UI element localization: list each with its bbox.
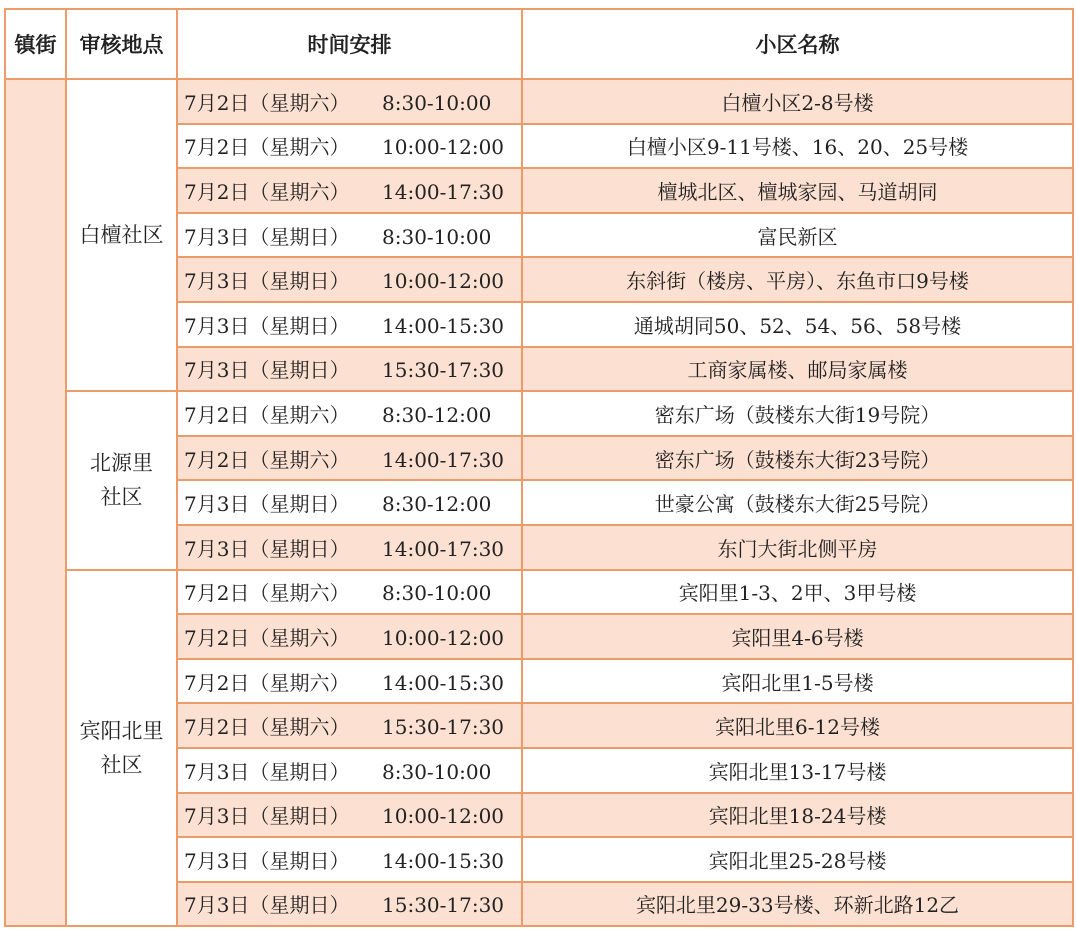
date-text: 7月3日（星期日） [184, 893, 350, 918]
time-range-text: 14:00-15:30 [382, 313, 505, 338]
date-text: 7月2日（星期六） [184, 447, 350, 472]
date-text: 7月2日（星期六） [184, 90, 350, 115]
community-name-cell: 世豪公寓（鼓楼东大街25号院） [522, 480, 1073, 525]
community-name-cell: 白檀小区2-8号楼 [522, 79, 1073, 124]
table-row [5, 570, 1073, 615]
time-range-text: 10:00-12:00 [382, 269, 505, 294]
time-cell [177, 436, 522, 481]
time-range-text: 10:00-12:00 [382, 804, 505, 829]
time-range-text: 15:30-17:30 [382, 358, 505, 383]
community-name-cell: 宾阳北里25-28号楼 [522, 837, 1073, 882]
site-name-line: 宾阳北里 [79, 718, 164, 743]
community-name-cell: 宾阳北里13-17号楼 [522, 748, 1073, 793]
time-range-text: 8:30-10:00 [382, 224, 492, 249]
community-name-cell: 通城胡同50、52、54、56、58号楼 [522, 302, 1073, 347]
time-range-text: 14:00-17:30 [382, 179, 505, 204]
community-name-cell: 东斜街（楼房、平房）、东鱼市口9号楼 [522, 257, 1073, 302]
time-range-text: 10:00-12:00 [382, 625, 505, 650]
time-range-text: 8:30-10:00 [382, 759, 492, 784]
table-body [5, 79, 1073, 926]
time-cell [177, 837, 522, 882]
community-name-cell: 宾阳北里1-5号楼 [522, 659, 1073, 704]
community-name-cell: 工商家属楼、邮局家属楼 [522, 347, 1073, 392]
community-name-cell: 宾阳北里29-33号楼、环新北路12乙 [522, 882, 1073, 927]
date-text: 7月2日（星期六） [184, 135, 350, 160]
time-cell [177, 391, 522, 436]
time-cell [177, 168, 522, 213]
time-cell [177, 124, 522, 169]
community-name-cell: 东门大街北侧平房 [522, 525, 1073, 570]
time-range-text: 14:00-17:30 [382, 447, 505, 472]
town-cell [5, 79, 66, 926]
time-cell [177, 525, 522, 570]
time-cell [177, 480, 522, 525]
time-cell [177, 347, 522, 392]
header-site: 审核地点 [66, 9, 177, 79]
time-cell [177, 302, 522, 347]
date-text: 7月3日（星期日） [184, 358, 350, 383]
date-text: 7月2日（星期六） [184, 402, 350, 427]
time-range-text: 8:30-10:00 [382, 90, 492, 115]
date-text: 7月3日（星期日） [184, 759, 350, 784]
date-text: 7月3日（星期日） [184, 492, 350, 517]
time-cell [177, 703, 522, 748]
date-text: 7月3日（星期日） [184, 269, 350, 294]
time-cell [177, 79, 522, 124]
time-range-text: 10:00-12:00 [382, 135, 505, 160]
community-name-cell: 密东广场（鼓楼东大街23号院） [522, 436, 1073, 481]
header-row [5, 9, 1073, 79]
site-cell [66, 570, 177, 927]
time-range-text: 15:30-17:30 [382, 893, 505, 918]
time-cell [177, 570, 522, 615]
site-cell [66, 391, 177, 569]
time-range-text: 14:00-15:30 [382, 848, 505, 873]
community-name-cell: 檀城北区、檀城家园、马道胡同 [522, 168, 1073, 213]
site-name-line: 白檀社区 [79, 223, 164, 248]
date-text: 7月3日（星期日） [184, 804, 350, 829]
community-name-cell: 宾阳北里6-12号楼 [522, 703, 1073, 748]
community-name-cell: 宾阳里4-6号楼 [522, 614, 1073, 659]
time-cell [177, 213, 522, 258]
community-name-cell: 密东广场（鼓楼东大街19号院） [522, 391, 1073, 436]
time-cell [177, 257, 522, 302]
site-name-line: 北源里 [90, 451, 153, 476]
time-range-text: 14:00-17:30 [382, 536, 505, 561]
date-text: 7月2日（星期六） [184, 179, 350, 204]
time-cell [177, 882, 522, 927]
time-cell [177, 793, 522, 838]
site-name-line: 社区 [100, 485, 143, 510]
date-text: 7月3日（星期日） [184, 224, 350, 249]
time-range-text: 8:30-12:00 [382, 402, 492, 427]
date-text: 7月3日（星期日） [184, 313, 350, 338]
time-range-text: 8:30-12:00 [382, 492, 492, 517]
time-range-text: 15:30-17:30 [382, 715, 505, 740]
community-name-cell: 宾阳北里18-24号楼 [522, 793, 1073, 838]
date-text: 7月2日（星期六） [184, 625, 350, 650]
date-text: 7月3日（星期日） [184, 536, 350, 561]
time-cell [177, 614, 522, 659]
time-range-text: 14:00-15:30 [382, 670, 505, 695]
community-name-cell: 白檀小区9-11号楼、16、20、25号楼 [522, 124, 1073, 169]
schedule-table [4, 8, 1074, 927]
header-name: 小区名称 [522, 9, 1073, 79]
date-text: 7月2日（星期六） [184, 715, 350, 740]
community-name-cell: 宾阳里1-3、2甲、3甲号楼 [522, 570, 1073, 615]
header-time: 时间安排 [177, 9, 522, 79]
date-text: 7月3日（星期日） [184, 848, 350, 873]
header-town: 镇街 [5, 9, 66, 79]
community-name-cell: 富民新区 [522, 213, 1073, 258]
table-row [5, 79, 1073, 124]
table-row [5, 391, 1073, 436]
time-cell [177, 748, 522, 793]
date-text: 7月2日（星期六） [184, 670, 350, 695]
site-name-line: 社区 [100, 752, 143, 777]
time-range-text: 8:30-10:00 [382, 581, 492, 606]
date-text: 7月2日（星期六） [184, 581, 350, 606]
time-cell [177, 659, 522, 704]
site-cell [66, 79, 177, 391]
